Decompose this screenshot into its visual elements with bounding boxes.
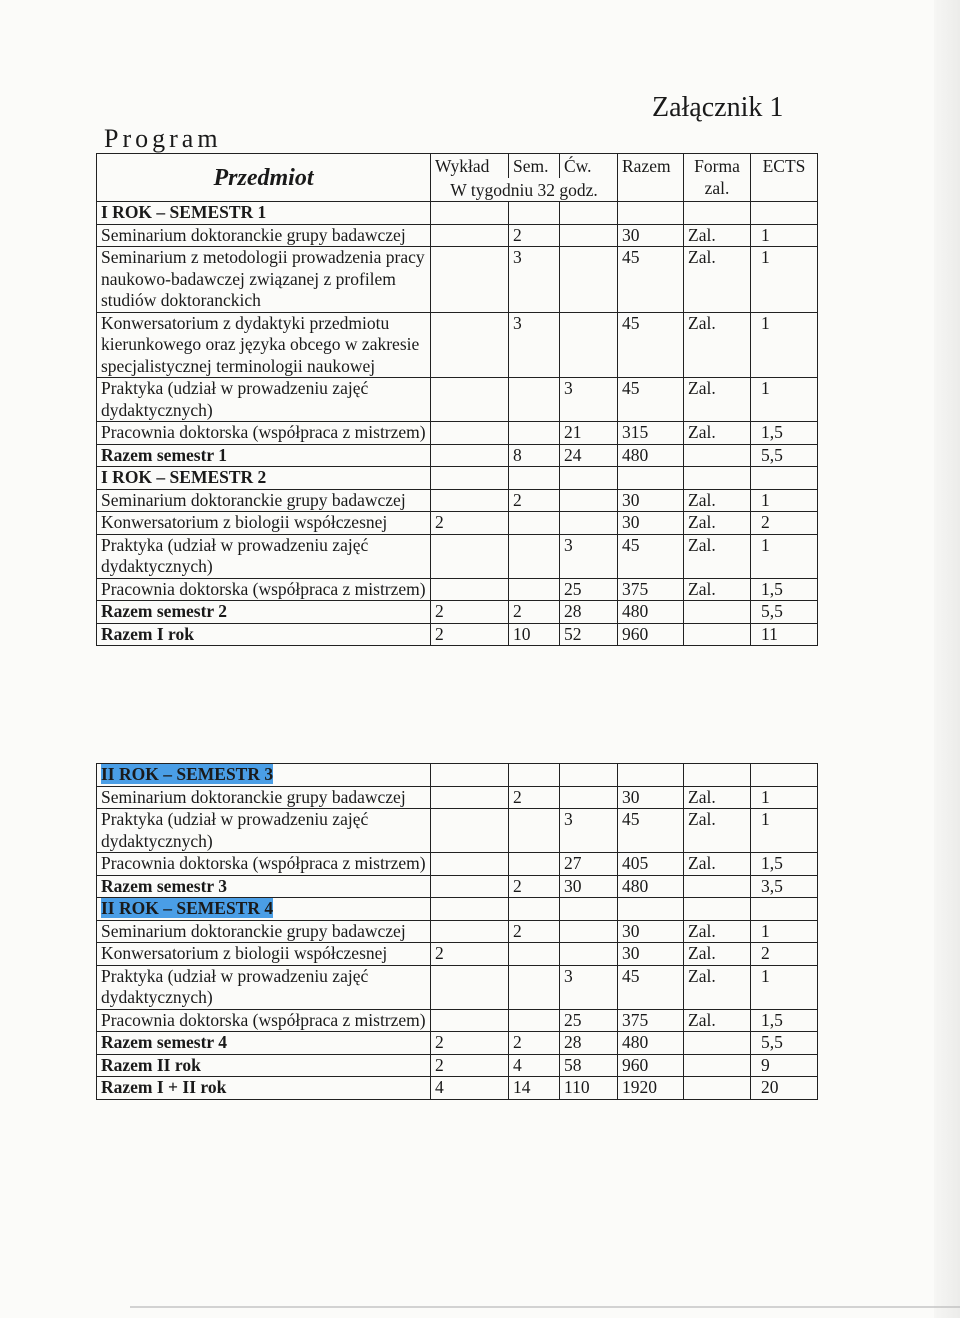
cell-sem	[509, 378, 560, 422]
cell-exercise: 25	[560, 578, 618, 601]
course-row	[97, 422, 818, 445]
semester-title: II ROK – SEMESTR 4	[101, 898, 274, 918]
cell-lecture	[431, 489, 509, 512]
cell-total: 45	[618, 965, 684, 1009]
cell-sem	[509, 965, 560, 1009]
ects-header: ECTS	[751, 154, 818, 202]
cell-exercise: 110	[560, 1077, 618, 1100]
grand-total-row	[97, 1077, 818, 1100]
cell-ects: 1	[751, 965, 818, 1009]
lecture-header: Wykład	[431, 154, 509, 178]
cell-exercise: 3	[560, 378, 618, 422]
course-row	[97, 1009, 818, 1032]
semester-header-row	[97, 898, 818, 921]
form-header-line2: zal.	[704, 177, 730, 198]
course-row	[97, 247, 818, 313]
empty-cell	[560, 467, 618, 490]
cell-ects: 3,5	[751, 875, 818, 898]
cell-lecture	[431, 875, 509, 898]
cell-exercise: 28	[560, 601, 618, 624]
cell-sem	[509, 512, 560, 535]
cell-total: 30	[618, 512, 684, 535]
cell-subject: Razem semestr 1	[97, 444, 431, 467]
cell-sem: 10	[509, 623, 560, 646]
cell-ects: 5,5	[751, 1032, 818, 1055]
cell-ects: 1	[751, 786, 818, 809]
cell-lecture: 2	[431, 1054, 509, 1077]
cell-sem: 3	[509, 247, 560, 313]
cell-total: 30	[618, 224, 684, 247]
cell-ects: 1,5	[751, 578, 818, 601]
empty-cell	[751, 764, 818, 787]
cell-lecture: 2	[431, 943, 509, 966]
cell-form	[684, 601, 751, 624]
empty-cell	[509, 764, 560, 787]
course-row	[97, 786, 818, 809]
cell-lecture: 2	[431, 623, 509, 646]
empty-cell	[618, 764, 684, 787]
cell-subject: Razem semestr 3	[97, 875, 431, 898]
cell-subject: Konwersatorium z biologii współczesnej	[97, 943, 431, 966]
program-table-year-1	[96, 153, 818, 646]
scan-bottom-line	[130, 1306, 960, 1308]
program-title: Program	[104, 124, 222, 153]
cell-sem: 8	[509, 444, 560, 467]
cell-sem: 4	[509, 1054, 560, 1077]
exercise-header: Ćw.	[560, 154, 618, 178]
cell-lecture: 2	[431, 601, 509, 624]
cell-form: Zal.	[684, 378, 751, 422]
cell-subject: Praktyka (udział w prowadzeniu zajęć dydaktycznych)	[97, 534, 431, 578]
empty-cell	[684, 764, 751, 787]
cell-lecture	[431, 965, 509, 1009]
cell-ects: 2	[751, 512, 818, 535]
annex-label: Załącznik 1	[652, 92, 784, 123]
course-row	[97, 378, 818, 422]
semester-header-row	[97, 202, 818, 225]
cell-total: 960	[618, 1054, 684, 1077]
cell-sem: 2	[509, 875, 560, 898]
cell-exercise: 25	[560, 1009, 618, 1032]
course-row	[97, 809, 818, 853]
cell-subject: Pracownia doktorska (współpraca z mistrzem)	[97, 853, 431, 876]
semester-title-cell	[97, 898, 431, 921]
cell-exercise	[560, 312, 618, 378]
empty-cell	[684, 202, 751, 225]
cell-lecture	[431, 247, 509, 313]
cell-sem: 3	[509, 312, 560, 378]
cell-total: 45	[618, 378, 684, 422]
cell-form: Zal.	[684, 512, 751, 535]
cell-ects: 1	[751, 378, 818, 422]
cell-form: Zal.	[684, 224, 751, 247]
cell-form: Zal.	[684, 578, 751, 601]
cell-exercise: 21	[560, 422, 618, 445]
cell-form	[684, 444, 751, 467]
cell-lecture	[431, 534, 509, 578]
cell-total: 375	[618, 578, 684, 601]
semester-summary-row	[97, 444, 818, 467]
semester-summary-row	[97, 601, 818, 624]
cell-subject: Razem semestr 4	[97, 1032, 431, 1055]
cell-total: 960	[618, 623, 684, 646]
cell-subject: Razem II rok	[97, 1054, 431, 1077]
empty-cell	[431, 764, 509, 787]
cell-sem: 2	[509, 786, 560, 809]
weekly-hours-label: W tygodniu 32 godz.	[431, 178, 618, 202]
semester-header-row	[97, 764, 818, 787]
cell-exercise	[560, 786, 618, 809]
cell-subject: Konwersatorium z dydaktyki przedmiotu kierunkowego oraz języka obcego w zakresie specjalistycznej terminologii naukowej	[97, 312, 431, 378]
cell-subject: Pracownia doktorska (współpraca z mistrzem)	[97, 422, 431, 445]
sem-header: Sem.	[509, 154, 560, 178]
empty-cell	[560, 764, 618, 787]
cell-subject: Seminarium doktoranckie grupy badawczej	[97, 224, 431, 247]
course-row	[97, 534, 818, 578]
cell-form: Zal.	[684, 312, 751, 378]
course-row	[97, 224, 818, 247]
cell-ects: 1,5	[751, 1009, 818, 1032]
cell-form: Zal.	[684, 786, 751, 809]
cell-total: 45	[618, 809, 684, 853]
cell-ects: 20	[751, 1077, 818, 1100]
cell-form: Zal.	[684, 1009, 751, 1032]
cell-form	[684, 1054, 751, 1077]
cell-form: Zal.	[684, 247, 751, 313]
form-header	[684, 154, 751, 202]
cell-ects: 1	[751, 809, 818, 853]
cell-total: 45	[618, 534, 684, 578]
empty-cell	[751, 467, 818, 490]
course-row	[97, 578, 818, 601]
cell-form: Zal.	[684, 809, 751, 853]
cell-form: Zal.	[684, 853, 751, 876]
course-row	[97, 512, 818, 535]
cell-form	[684, 623, 751, 646]
cell-subject: Seminarium z metodologii prowadzenia pracy naukowo-badawczej związanej z profilem studiów doktoranckich	[97, 247, 431, 313]
cell-form: Zal.	[684, 422, 751, 445]
empty-cell	[509, 467, 560, 490]
semester-header-row	[97, 467, 818, 490]
cell-total: 375	[618, 1009, 684, 1032]
cell-total: 480	[618, 1032, 684, 1055]
cell-sem: 2	[509, 1032, 560, 1055]
cell-exercise: 30	[560, 875, 618, 898]
cell-form	[684, 1032, 751, 1055]
cell-form: Zal.	[684, 920, 751, 943]
cell-exercise: 28	[560, 1032, 618, 1055]
header-row	[97, 154, 818, 178]
scan-edge	[934, 0, 960, 1318]
empty-cell	[684, 467, 751, 490]
total-header: Razem	[618, 154, 684, 202]
cell-form: Zal.	[684, 965, 751, 1009]
cell-lecture	[431, 224, 509, 247]
subject-header: Przedmiot	[97, 154, 431, 202]
cell-sem	[509, 943, 560, 966]
year-1-body	[97, 202, 818, 646]
cell-lecture	[431, 444, 509, 467]
cell-subject: Pracownia doktorska (współpraca z mistrzem)	[97, 1009, 431, 1032]
cell-sem	[509, 578, 560, 601]
course-row	[97, 489, 818, 512]
cell-total: 30	[618, 489, 684, 512]
cell-ects: 1,5	[751, 422, 818, 445]
cell-lecture: 4	[431, 1077, 509, 1100]
cell-ects: 5,5	[751, 444, 818, 467]
cell-subject: Razem I rok	[97, 623, 431, 646]
empty-cell	[509, 202, 560, 225]
cell-exercise: 58	[560, 1054, 618, 1077]
cell-total: 315	[618, 422, 684, 445]
cell-lecture	[431, 920, 509, 943]
cell-ects: 1	[751, 489, 818, 512]
cell-sem: 2	[509, 601, 560, 624]
cell-sem: 2	[509, 489, 560, 512]
cell-sem	[509, 809, 560, 853]
semester-title-cell	[97, 467, 431, 490]
cell-ects: 1	[751, 224, 818, 247]
cell-total: 30	[618, 943, 684, 966]
cell-total: 45	[618, 312, 684, 378]
empty-cell	[560, 202, 618, 225]
semester-title-cell	[97, 202, 431, 225]
cell-subject: Praktyka (udział w prowadzeniu zajęć dydaktycznych)	[97, 378, 431, 422]
cell-exercise	[560, 512, 618, 535]
cell-exercise: 3	[560, 534, 618, 578]
empty-cell	[618, 202, 684, 225]
empty-cell	[560, 898, 618, 921]
cell-exercise: 27	[560, 853, 618, 876]
cell-sem	[509, 853, 560, 876]
course-row	[97, 853, 818, 876]
cell-exercise: 3	[560, 809, 618, 853]
program-table-year-2	[96, 763, 818, 1100]
cell-subject: Seminarium doktoranckie grupy badawczej	[97, 489, 431, 512]
cell-lecture	[431, 853, 509, 876]
cell-subject: Pracownia doktorska (współpraca z mistrzem)	[97, 578, 431, 601]
cell-lecture	[431, 1009, 509, 1032]
cell-lecture	[431, 312, 509, 378]
course-row	[97, 943, 818, 966]
cell-ects: 1,5	[751, 853, 818, 876]
cell-form: Zal.	[684, 943, 751, 966]
cell-form: Zal.	[684, 534, 751, 578]
year-total-row	[97, 1054, 818, 1077]
cell-sem	[509, 534, 560, 578]
cell-subject: Razem semestr 2	[97, 601, 431, 624]
semester-summary-row	[97, 875, 818, 898]
course-row	[97, 965, 818, 1009]
cell-exercise	[560, 920, 618, 943]
cell-total: 480	[618, 875, 684, 898]
cell-exercise: 3	[560, 965, 618, 1009]
cell-exercise: 52	[560, 623, 618, 646]
cell-exercise	[560, 247, 618, 313]
cell-lecture	[431, 809, 509, 853]
cell-lecture	[431, 578, 509, 601]
cell-ects: 5,5	[751, 601, 818, 624]
cell-ects: 1	[751, 312, 818, 378]
cell-subject: Praktyka (udział w prowadzeniu zajęć dydaktycznych)	[97, 965, 431, 1009]
semester-summary-row	[97, 1032, 818, 1055]
cell-ects: 1	[751, 920, 818, 943]
cell-total: 30	[618, 920, 684, 943]
cell-total: 405	[618, 853, 684, 876]
cell-lecture: 2	[431, 1032, 509, 1055]
cell-total: 480	[618, 601, 684, 624]
empty-cell	[684, 898, 751, 921]
cell-lecture	[431, 786, 509, 809]
cell-subject: Razem I + II rok	[97, 1077, 431, 1100]
cell-ects: 9	[751, 1054, 818, 1077]
empty-cell	[618, 898, 684, 921]
cell-lecture: 2	[431, 512, 509, 535]
cell-form	[684, 875, 751, 898]
cell-total: 480	[618, 444, 684, 467]
cell-subject: Seminarium doktoranckie grupy badawczej	[97, 786, 431, 809]
cell-sem	[509, 422, 560, 445]
semester-title: I ROK – SEMESTR 2	[101, 467, 267, 487]
form-header-line1: Forma	[694, 156, 740, 176]
cell-lecture	[431, 378, 509, 422]
cell-subject: Seminarium doktoranckie grupy badawczej	[97, 920, 431, 943]
cell-sem: 2	[509, 920, 560, 943]
empty-cell	[751, 898, 818, 921]
cell-exercise: 24	[560, 444, 618, 467]
cell-ects: 2	[751, 943, 818, 966]
year-total-row	[97, 623, 818, 646]
semester-title-cell	[97, 764, 431, 787]
cell-total: 30	[618, 786, 684, 809]
semester-title: II ROK – SEMESTR 3	[101, 764, 274, 784]
cell-sem	[509, 1009, 560, 1032]
cell-exercise	[560, 489, 618, 512]
cell-ects: 11	[751, 623, 818, 646]
empty-cell	[431, 467, 509, 490]
cell-sem: 2	[509, 224, 560, 247]
cell-ects: 1	[751, 534, 818, 578]
empty-cell	[431, 898, 509, 921]
course-row	[97, 920, 818, 943]
semester-title: I ROK – SEMESTR 1	[101, 202, 267, 222]
empty-cell	[751, 202, 818, 225]
empty-cell	[509, 898, 560, 921]
cell-ects: 1	[751, 247, 818, 313]
cell-subject: Praktyka (udział w prowadzeniu zajęć dydaktycznych)	[97, 809, 431, 853]
cell-form	[684, 1077, 751, 1100]
cell-exercise	[560, 943, 618, 966]
cell-total: 45	[618, 247, 684, 313]
empty-cell	[618, 467, 684, 490]
empty-cell	[431, 202, 509, 225]
year-2-body	[97, 764, 818, 1100]
cell-sem: 14	[509, 1077, 560, 1100]
cell-exercise	[560, 224, 618, 247]
cell-total: 1920	[618, 1077, 684, 1100]
cell-subject: Konwersatorium z biologii współczesnej	[97, 512, 431, 535]
cell-form: Zal.	[684, 489, 751, 512]
cell-lecture	[431, 422, 509, 445]
course-row	[97, 312, 818, 378]
